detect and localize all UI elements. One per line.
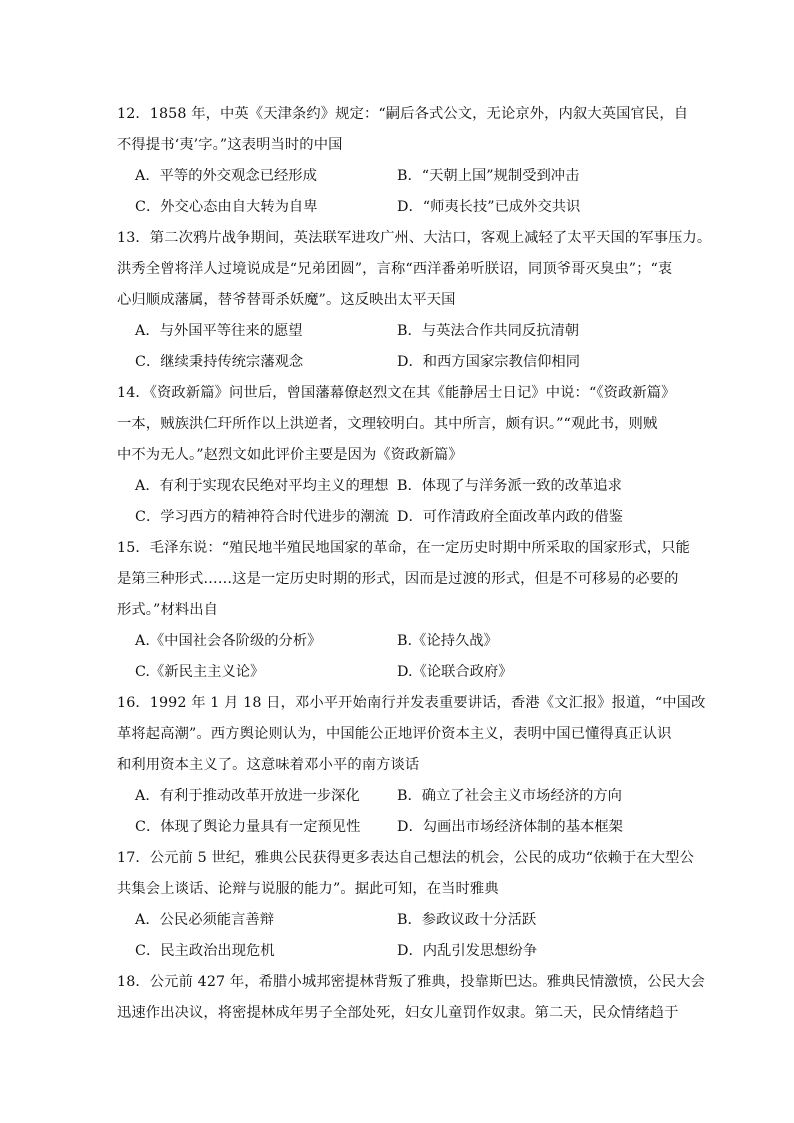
answer-option: D．内乱引发思想纷争: [397, 943, 538, 959]
answer-option: A．平等的外交观念已经形成: [135, 168, 317, 184]
option-row: [117, 657, 682, 688]
question-13: [117, 223, 712, 378]
option-row: [117, 502, 682, 533]
question-text-line: 迅速作出决议，将密提林成年男子全部处死，妇女儿童罚作奴隶。第二天，民众情绪趋于: [117, 1005, 679, 1021]
question-17: [117, 843, 694, 967]
question-12: [117, 99, 689, 223]
option-row: [117, 161, 682, 192]
answer-option: B．与英法合作共同反抗清朝: [397, 323, 580, 339]
question-text-line: 洪秀全曾将洋人过境说成是“兄弟团圆”，言称“西洋番弟听朕诏，同顶爷哥灭臭虫”；“衷: [117, 261, 673, 277]
answer-option: D．可作清政府全面改革内政的借鉴: [397, 509, 623, 525]
question-stem: [117, 967, 705, 1029]
answer-option: C．学习西方的精神符合时代进步的潮流: [135, 509, 389, 525]
question-text-line: 16．1992 年 1 月 18 日，邓小平开始南行并发表重要讲话，香港《文汇报》报道，“中国改: [117, 695, 706, 711]
question-text-line: 17．公元前 5 世纪，雅典公民获得更多表达自己想法的机会，公民的成功“依赖于在大型公: [117, 850, 694, 866]
question-stem: [117, 688, 706, 781]
answer-option: B．“天朝上国”规制受到冲击: [397, 168, 580, 184]
question-text-line: 15．毛泽东说：“殖民地半殖民地国家的革命，在一定历史时期中所采取的国家形式，只能: [117, 540, 690, 556]
option-row: [117, 905, 682, 936]
option-row: [117, 936, 682, 967]
question-text-line: 革将起高潮”。西方舆论则认为，中国能公正地评价资本主义，表明中国已懂得真正认识: [117, 726, 672, 742]
option-row: [117, 471, 682, 502]
question-stem: [117, 533, 690, 626]
option-row: [117, 192, 682, 223]
answer-option: A．公民必须能言善辩: [135, 912, 274, 928]
answer-option: B.《论持久战》: [397, 633, 498, 649]
answer-option: C.《新民主主义论》: [135, 664, 265, 680]
answer-option: D．和西方国家宗教信仰相同: [397, 354, 581, 370]
question-18: [117, 967, 705, 1029]
answer-option: A.《中国社会各阶级的分析》: [135, 633, 322, 649]
question-text-line: 共集会上谈话、论辩与说服的能力”。据此可知，在当时雅典: [117, 881, 499, 897]
exam-page: [117, 99, 712, 1029]
answer-option: C．民主政治出现危机: [135, 943, 275, 959]
answer-option: A．有利于实现农民绝对平均主义的理想: [135, 478, 389, 494]
answer-option: B．确立了社会主义市场经济的方向: [397, 788, 622, 804]
answer-option: B．体现了与洋务派一致的改革追求: [397, 478, 622, 494]
question-text-line: 不得提书‘夷’字。”这表明当时的中国: [117, 137, 343, 153]
answer-option: D.《论联合政府》: [397, 664, 513, 680]
question-text-line: 和利用资本主义了。这意味着邓小平的南方谈话: [117, 757, 420, 773]
question-stem: [117, 99, 689, 161]
question-text-line: 形式。”材料出自: [117, 602, 219, 618]
answer-option: C．继续秉持传统宗藩观念: [135, 354, 304, 370]
question-text-line: 18．公元前 427 年，希腊小城邦密提林背叛了雅典，投靠斯巴达。雅典民情激愤，公民大会: [117, 974, 705, 990]
answer-option: C．体现了舆论力量具有一定预见性: [135, 819, 361, 835]
question-text-line: 12．1858 年，中英《天津条约》规定：“嗣后各式公文，无论京外，内叙大英国官民，自: [117, 106, 689, 122]
answer-option: C．外交心态由自大转为自卑: [135, 199, 318, 215]
answer-option: A．与外国平等往来的愿望: [135, 323, 303, 339]
answer-option: B．参政议政十分活跃: [397, 912, 537, 928]
question-16: [117, 688, 706, 843]
question-15: [117, 533, 690, 688]
option-row: [117, 626, 682, 657]
question-text-line: 一本，贼族洪仁玕所作以上洪逆者，文理较明白。其中所言，颇有识。”“观此书，则贼: [117, 416, 658, 432]
question-stem: [117, 843, 694, 905]
option-row: [117, 347, 682, 378]
question-text-line: 13．第二次鸦片战争期间，英法联军进攻广州、大沽口，客观上减轻了太平天国的军事压力。: [117, 230, 712, 246]
question-stem: [117, 223, 712, 316]
option-row: [117, 316, 682, 347]
question-text-line: 心归顺成藩属，替爷替哥杀妖魔”。这反映出太平天国: [117, 292, 456, 308]
question-text-line: 14．《资政新篇》问世后，曾国藩幕僚赵烈文在其《能静居士日记》中说：“《资政新篇》: [117, 385, 676, 401]
question-stem: [117, 378, 682, 471]
answer-option: D．勾画出市场经济体制的基本框架: [397, 819, 623, 835]
option-row: [117, 781, 682, 812]
question-text-line: 是第三种形式……这是一定历史时期的形式，因而是过渡的形式，但是不可移易的必要的: [117, 571, 679, 587]
question-14: [117, 378, 682, 533]
question-text-line: 中不为无人。”赵烈文如此评价主要是因为《资政新篇》: [117, 447, 463, 463]
option-row: [117, 812, 682, 843]
answer-option: D．“师夷长技”已成外交共识: [397, 199, 581, 215]
answer-option: A．有利于推动改革开放进一步深化: [135, 788, 360, 804]
